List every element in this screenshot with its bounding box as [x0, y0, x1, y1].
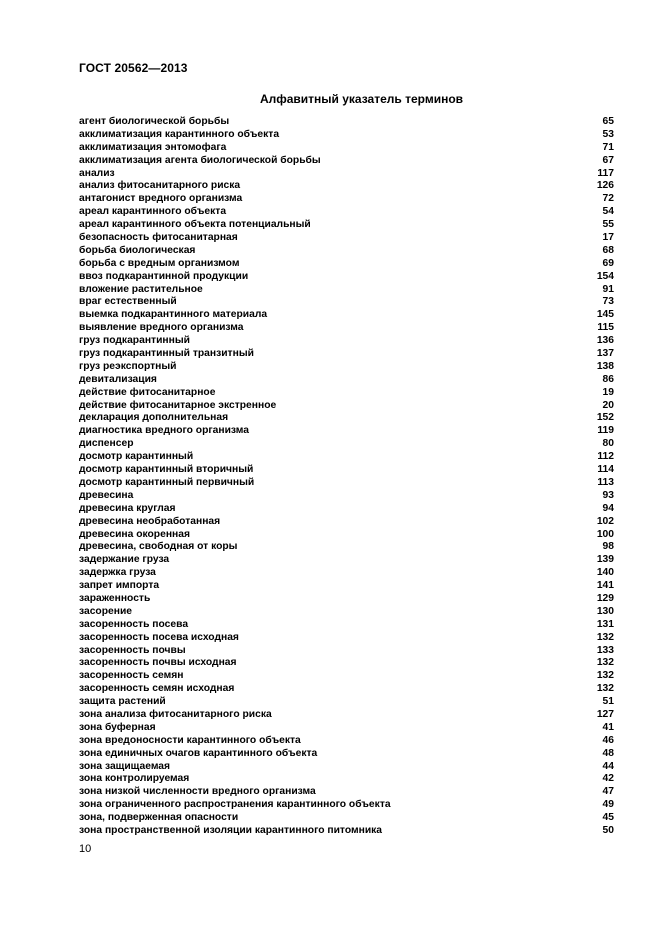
index-entry — [79, 180, 614, 193]
index-entry — [79, 748, 614, 761]
index-term: зона контролируемая — [79, 773, 190, 785]
index-page-ref: 53 — [602, 128, 614, 140]
index-term: диспенсер — [79, 438, 134, 450]
index-entry — [79, 155, 614, 168]
index-page-ref: 48 — [602, 747, 614, 759]
index-term: декларация дополнительная — [79, 412, 229, 424]
index-page-ref: 20 — [602, 399, 614, 411]
index-entry — [79, 722, 614, 735]
index-page-ref: 139 — [596, 554, 614, 566]
index-entry — [79, 632, 614, 645]
index-page-ref: 41 — [602, 721, 614, 733]
index-entry — [79, 529, 614, 542]
index-entry — [79, 580, 614, 593]
index-term: акклиматизация карантинного объекта — [79, 128, 280, 140]
index-term: борьба с вредным организмом — [79, 257, 240, 269]
index-term: груз подкарантинный транзитный — [79, 348, 254, 360]
index-term: безопасность фитосанитарная — [79, 232, 238, 244]
index-page-ref: 68 — [602, 244, 614, 256]
index-entry — [79, 554, 614, 567]
index-entry — [79, 438, 614, 451]
index-entry — [79, 735, 614, 748]
index-page-ref: 152 — [596, 412, 614, 424]
index-entry — [79, 786, 614, 799]
index-term: засоренность почвы исходная — [79, 657, 237, 669]
index-entry — [79, 116, 614, 129]
index-term: ввоз подкарантинной продукции — [79, 270, 249, 282]
index-entry — [79, 657, 614, 670]
index-entry — [79, 374, 614, 387]
index-term: зараженность — [79, 592, 151, 604]
index-entry — [79, 348, 614, 361]
index-page-ref: 140 — [596, 567, 614, 579]
index-entry — [79, 799, 614, 812]
index-page-ref: 72 — [602, 193, 614, 205]
index-page-ref: 98 — [602, 541, 614, 553]
index-term: анализ — [79, 167, 115, 179]
index-entry — [79, 619, 614, 632]
index-entry — [79, 593, 614, 606]
index-term: зона вредоносности карантинного объекта — [79, 734, 301, 746]
term-index-list — [79, 116, 614, 838]
index-term: досмотр карантинный — [79, 451, 194, 463]
index-page-ref: 102 — [596, 515, 614, 527]
index-entry — [79, 271, 614, 284]
index-entry — [79, 206, 614, 219]
index-page-ref: 93 — [602, 489, 614, 501]
index-entry — [79, 812, 614, 825]
index-term: зона ограниченного распространения карантинного объекта — [79, 799, 391, 811]
index-page-ref: 67 — [602, 154, 614, 166]
index-entry — [79, 129, 614, 142]
index-entry — [79, 232, 614, 245]
index-term: засоренность посева — [79, 618, 189, 630]
index-term: засоренность почвы — [79, 644, 186, 656]
index-page-ref: 129 — [596, 592, 614, 604]
index-page-ref: 137 — [596, 348, 614, 360]
index-entry — [79, 696, 614, 709]
index-entry — [79, 503, 614, 516]
index-page-ref: 127 — [596, 708, 614, 720]
index-entry — [79, 683, 614, 696]
index-term: выявление вредного организма — [79, 322, 244, 334]
index-entry — [79, 425, 614, 438]
index-term: задержка груза — [79, 567, 156, 579]
index-entry — [79, 567, 614, 580]
index-page-ref: 54 — [602, 206, 614, 218]
index-term: враг естественный — [79, 296, 177, 308]
index-term: досмотр карантинный вторичный — [79, 464, 254, 476]
index-entry — [79, 490, 614, 503]
index-term: древесина окоренная — [79, 528, 190, 540]
index-page-ref: 65 — [602, 116, 614, 127]
index-page-ref: 55 — [602, 219, 614, 231]
index-entry — [79, 606, 614, 619]
index-term: запрет импорта — [79, 580, 160, 592]
index-term: ареал карантинного объекта — [79, 206, 227, 218]
index-page-ref: 91 — [602, 283, 614, 295]
index-page-ref: 80 — [602, 438, 614, 450]
index-term: засоренность семян — [79, 670, 184, 682]
index-page-ref: 136 — [596, 335, 614, 347]
index-term: действие фитосанитарное — [79, 386, 216, 398]
index-term: зона, подверженная опасности — [79, 812, 239, 824]
index-page-ref: 132 — [596, 683, 614, 695]
index-term: анализ фитосанитарного риска — [79, 180, 241, 192]
index-page-ref: 50 — [602, 824, 614, 836]
document-header: ГОСТ 20562—2013 — [79, 61, 188, 75]
index-page-ref: 132 — [596, 670, 614, 682]
index-entry — [79, 322, 614, 335]
index-entry — [79, 193, 614, 206]
index-term: антагонист вредного организма — [79, 193, 243, 205]
index-term: груз подкарантинный — [79, 335, 190, 347]
index-entry — [79, 541, 614, 554]
index-term: выемка подкарантинного материала — [79, 309, 268, 321]
index-term: древесина необработанная — [79, 515, 221, 527]
index-entry — [79, 400, 614, 413]
index-page-ref: 94 — [602, 502, 614, 514]
index-entry — [79, 335, 614, 348]
index-term: агент биологической борьбы — [79, 116, 230, 127]
index-term: защита растений — [79, 696, 166, 708]
index-page-ref: 46 — [602, 734, 614, 746]
index-term: древесина — [79, 489, 134, 501]
index-term: зона пространственной изоляции карантинного питомника — [79, 824, 383, 836]
index-term: борьба биологическая — [79, 244, 196, 256]
index-entry — [79, 245, 614, 258]
index-term: засорение — [79, 605, 133, 617]
index-entry — [79, 168, 614, 181]
index-term: зона единичных очагов карантинного объекта — [79, 747, 318, 759]
index-page-ref: 69 — [602, 257, 614, 269]
index-page-ref: 126 — [596, 180, 614, 192]
index-entry — [79, 516, 614, 529]
index-term: досмотр карантинный первичный — [79, 476, 255, 488]
index-term: зона защищаемая — [79, 760, 171, 772]
index-page-ref: 114 — [597, 464, 614, 476]
index-entry — [79, 309, 614, 322]
index-page-ref: 73 — [602, 296, 614, 308]
index-entry — [79, 258, 614, 271]
index-page-ref: 117 — [597, 167, 614, 179]
page-title-text: Алфавитный указатель терминов — [259, 92, 464, 106]
index-page-ref: 19 — [602, 386, 614, 398]
index-entry — [79, 219, 614, 232]
index-entry — [79, 670, 614, 683]
index-page-ref: 115 — [597, 322, 614, 334]
index-term: диагностика вредного организма — [79, 425, 250, 437]
index-entry — [79, 284, 614, 297]
index-term: акклиматизация агента биологической борьбы — [79, 154, 321, 166]
page-title — [0, 92, 661, 106]
page-number: 10 — [79, 843, 92, 855]
index-entry — [79, 825, 614, 838]
index-page-ref: 51 — [602, 696, 614, 708]
index-entry — [79, 645, 614, 658]
index-page-ref: 86 — [602, 373, 614, 385]
index-page-ref: 113 — [597, 476, 614, 488]
index-term: груз реэкспортный — [79, 360, 177, 372]
index-page-ref: 44 — [602, 760, 614, 772]
index-term: засоренность посева исходная — [79, 631, 239, 643]
index-page-ref: 100 — [596, 528, 614, 540]
index-term: засоренность семян исходная — [79, 683, 235, 695]
index-page-ref: 112 — [597, 451, 614, 463]
index-term: зона буферная — [79, 721, 156, 733]
index-entry — [79, 296, 614, 309]
index-term: зона низкой численности вредного организма — [79, 786, 316, 798]
index-term: действие фитосанитарное экстренное — [79, 399, 277, 411]
index-entry — [79, 773, 614, 786]
index-page-ref: 71 — [602, 141, 614, 153]
index-page-ref: 145 — [596, 309, 614, 321]
index-entry — [79, 709, 614, 722]
index-page-ref: 132 — [596, 631, 614, 643]
index-entry — [79, 412, 614, 425]
index-page-ref: 131 — [596, 618, 614, 630]
index-page-ref: 133 — [596, 644, 614, 656]
index-page-ref: 17 — [602, 232, 614, 244]
index-page-ref: 132 — [596, 657, 614, 669]
index-term: задержание груза — [79, 554, 170, 566]
index-entry — [79, 477, 614, 490]
index-entry — [79, 451, 614, 464]
index-term: древесина круглая — [79, 502, 176, 514]
index-term: зона анализа фитосанитарного риска — [79, 708, 272, 720]
index-term: ареал карантинного объекта потенциальный — [79, 219, 311, 231]
index-entry — [79, 387, 614, 400]
index-page-ref: 154 — [596, 270, 614, 282]
index-page-ref: 45 — [602, 812, 614, 824]
index-page-ref: 130 — [596, 605, 614, 617]
index-entry — [79, 361, 614, 374]
index-page-ref: 141 — [596, 580, 614, 592]
index-entry — [79, 142, 614, 155]
index-page-ref: 47 — [602, 786, 614, 798]
index-page-ref: 138 — [596, 360, 614, 372]
index-term: вложение растительное — [79, 283, 203, 295]
index-entry — [79, 464, 614, 477]
index-page-ref: 119 — [597, 425, 614, 437]
index-entry — [79, 761, 614, 774]
index-term: древесина, свободная от коры — [79, 541, 238, 553]
index-term: акклиматизация энтомофага — [79, 141, 227, 153]
index-page-ref: 42 — [602, 773, 614, 785]
index-page-ref: 49 — [602, 799, 614, 811]
index-term: девитализация — [79, 373, 157, 385]
